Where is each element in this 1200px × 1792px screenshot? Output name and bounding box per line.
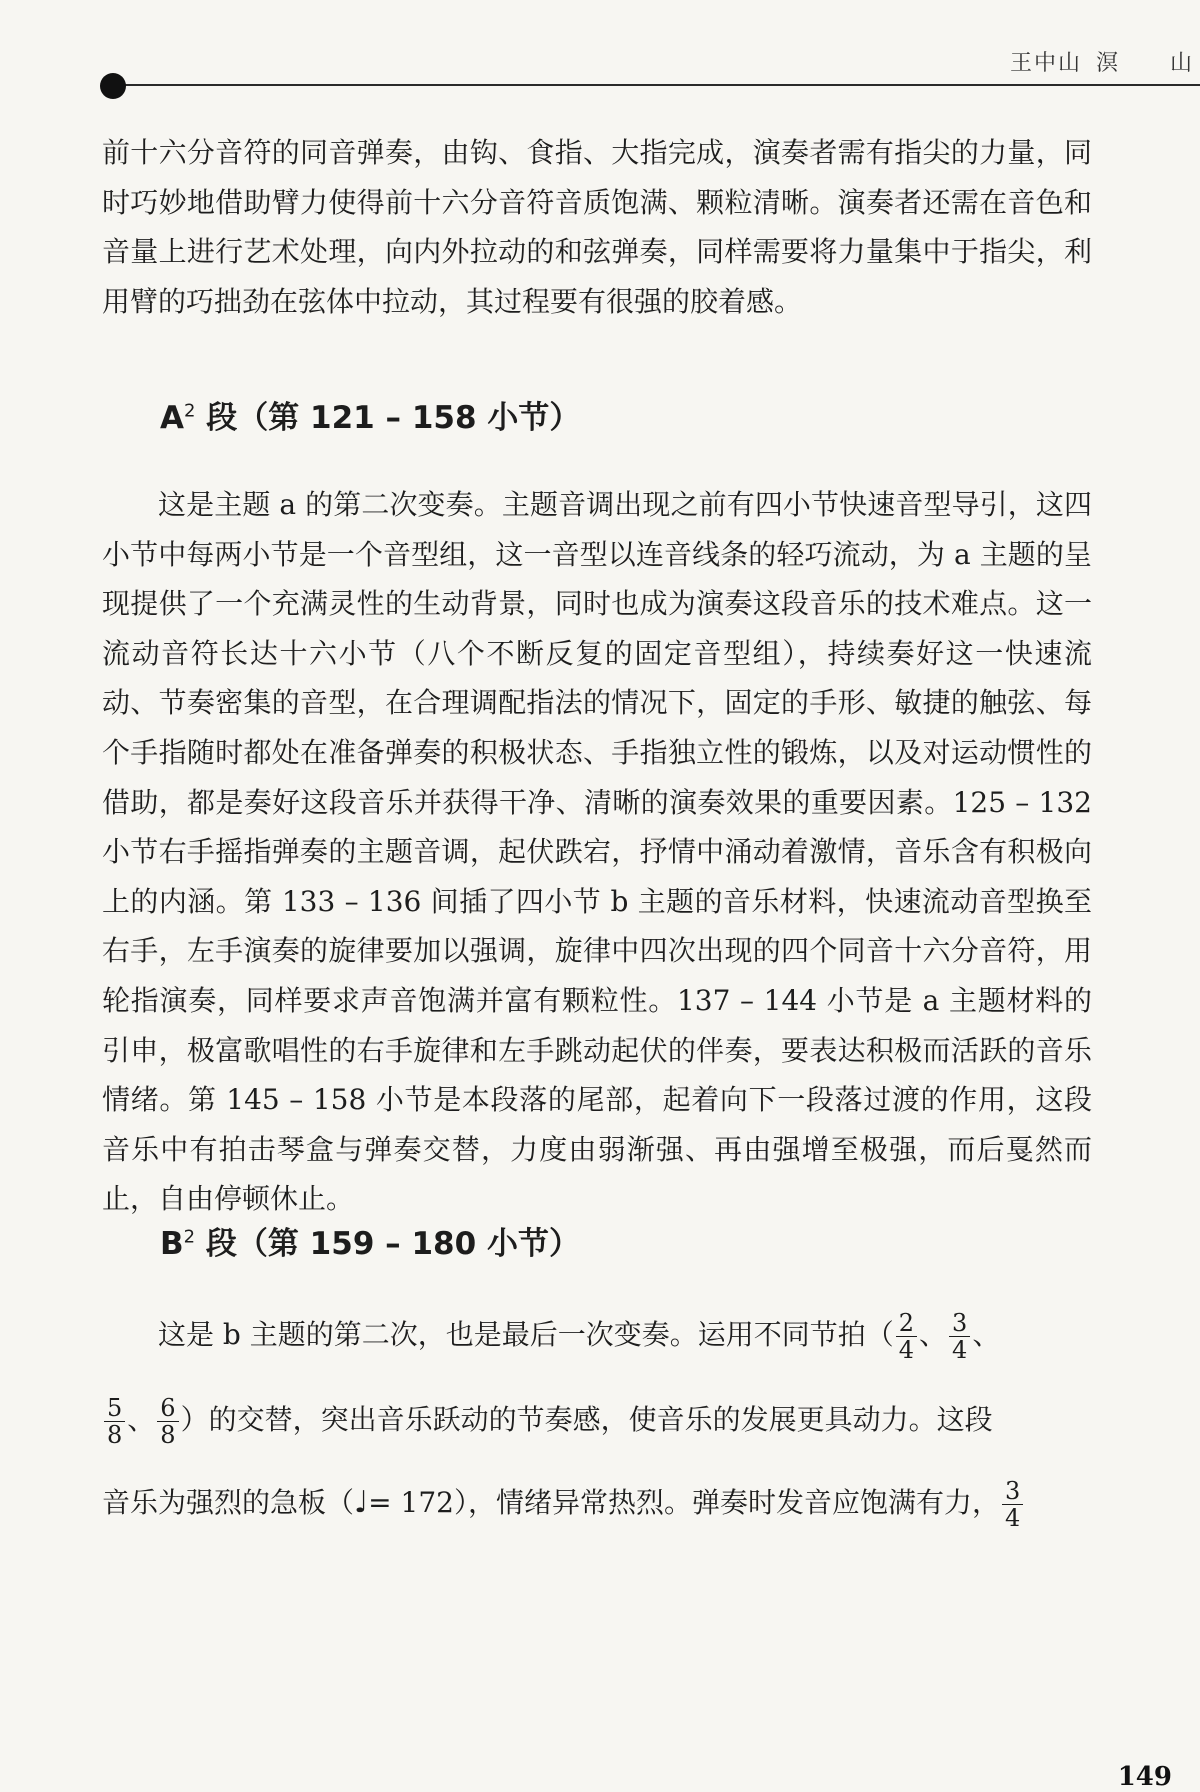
b2-line-2-text: ）的交替，突出音乐跃动的节奏感，使音乐的发展更具动力。这段 xyxy=(180,1403,993,1436)
b2-line-3-text-b: ），情绪异常热烈。弹奏时发音应饱满有力， xyxy=(453,1486,1000,1519)
heading-a2-sup: 2 xyxy=(184,400,196,422)
running-head xyxy=(1010,46,1194,77)
heading-b2-text: 段（第 159 – 180 小节） xyxy=(195,1226,580,1262)
time-signature-3-4: $\frac{3}{4}$ xyxy=(949,1310,970,1363)
header-rule xyxy=(102,84,1200,86)
heading-b2-letter: B xyxy=(160,1226,184,1262)
page-number: 149 xyxy=(1117,1762,1172,1792)
header-bullet-icon xyxy=(100,73,126,99)
time-signature-2-4: $\frac{2}{4}$ xyxy=(896,1310,917,1363)
b2-line-3 xyxy=(102,1478,1025,1531)
time-signature-5-8: $\frac{5}{8}$ xyxy=(104,1395,125,1448)
heading-b2 xyxy=(160,1218,580,1263)
heading-a2-letter: A xyxy=(160,400,184,436)
time-signature-3-4-b: $\frac{3}{4}$ xyxy=(1002,1478,1023,1531)
b2-line-3-text-a: 音乐为强烈的急板（ xyxy=(102,1486,355,1519)
tempo-value: = 172 xyxy=(368,1486,454,1519)
heading-b2-sup: 2 xyxy=(183,1226,196,1248)
heading-a2 xyxy=(160,392,580,437)
b2-line-1-text: 这是 b 主题的第二次，也是最后一次变奏。运用不同节拍（ xyxy=(158,1318,894,1351)
quarter-note-icon: ♩ xyxy=(354,1485,369,1520)
time-signature-6-8: $\frac{6}{8}$ xyxy=(157,1395,178,1448)
running-head-title-1: 溟 xyxy=(1096,51,1121,76)
b2-line-1: 这是 b 主题的第二次，也是最后一次变奏。运用不同节拍（ $\frac{2}{4}$ 、 $\frac{3}{4}$ 、 xyxy=(158,1309,1001,1364)
paragraph-2: 这是主题 a 的第二次变奏。主题音调出现之前有四小节快速音型导引，这四小节中每两小节是一个音型组，这一音型以连音线条的轻巧流动，为 a 主题的呈现提供了一个充满灵性的生动背景，同时也成为演奏这段音乐的技术难点。这一流动音符长达十六小节（八个不断反复的固定音型组），持续奏好这一快速流动、节奏密集的音型，在合理调配指法的情况下，固定的手形、敏捷的触弦、每个手指随时都处在准备弹奏的积极状态、手指独立性的锻炼，以及对运动惯性的借助，都是奏好这段音乐并获得干净、清晰的演奏效果的重要因素。125 – 132 小节右手摇指弹奏的主题音调，起伏跌宕，抒情中涌动着激情，音乐含有积极向上的内涵。第 133 – 136 间插了四小节 b 主题的音乐材料，快速流动音型换至右手，左手演奏的旋律要加以强调，旋律中四次出现的四个同音十六分音符，用轮指演奏，同样要求声音饱满并富有颗粒性。137 – 144 小节是 a 主题材料的引申，极富歌唱性的右手旋律和左手跳动起伏的伴奏，要表达积极而活跃的音乐情绪。第 145 – 158 小节是本段落的尾部，起着向下一段落过渡的作用，这段音乐中有拍击琴盒与弹奏交替，力度由弱渐强、再由强增至极强，而后戛然而止，自由停顿休止。 xyxy=(102,488,1092,1216)
running-head-title-2: 山 xyxy=(1170,51,1195,76)
running-head-author: 王中山 xyxy=(1010,51,1083,76)
b2-line-2: $\frac{5}{8}$ 、 $\frac{6}{8}$ ）的交替，突出音乐跃动的节奏感，使音乐的发展更具动力。这段 xyxy=(102,1395,993,1448)
paragraph-1: 前十六分音符的同音弹奏，由钩、食指、大指完成，演奏者需有指尖的力量，同时巧妙地借助臂力使得前十六分音符音质饱满、颗粒清晰。演奏者还需在音色和音量上进行艺术处理，向内外拉动的和弦弹奏，同样需要将力量集中于指尖，利用臂的巧拙劲在弦体中拉动，其过程要有很强的胶着感。 xyxy=(102,136,1092,318)
heading-a2-text: 段（第 121 – 158 小节） xyxy=(195,400,581,436)
